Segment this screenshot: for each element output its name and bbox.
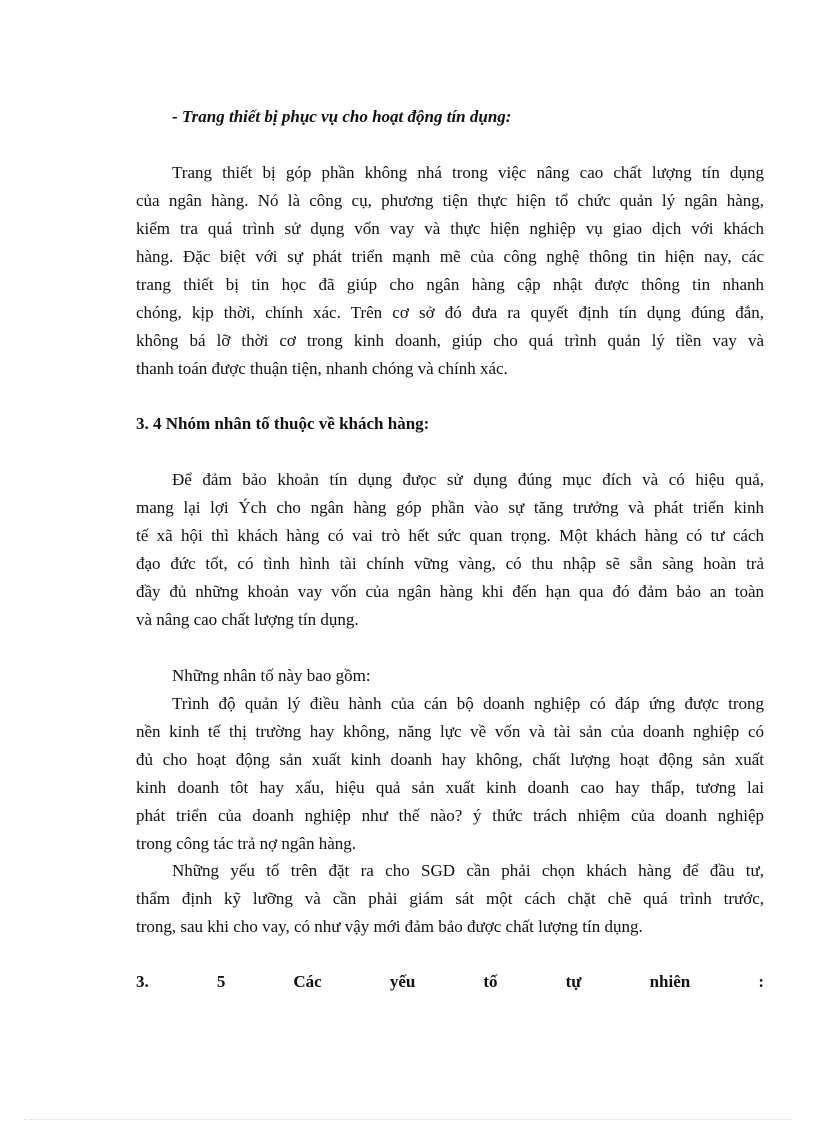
text-line: nền kinh tế thị trường hay không, năng lực về vốn và tài sản của doanh nghiệp có xyxy=(136,722,764,741)
text-line: tế xã hội thì khách hàng có vai trò hết sức quan trọng. Một khách hàng có tư cách xyxy=(136,526,764,545)
text-line: Trang thiết bị góp phần không nhá trong việc nâng cao chất lượng tín dụng xyxy=(172,163,764,182)
text-line: trong, sau khi cho vay, có như vậy mới đảm bảo được chất lượng tín dụng. xyxy=(136,917,643,936)
text-line: trong công tác trả nợ ngân hàng. xyxy=(136,834,357,853)
text-line: đạo đức tốt, có tình hình tài chính vững vàng, có thu nhập sẽ sẵn sàng hoàn trả xyxy=(136,554,764,573)
text-line: phát triển của doanh nghiệp như thế nào? ý thức trách nhiệm của doanh nghiệp xyxy=(136,806,764,825)
text-line: của ngân hàng. Nó là công cụ, phương tiện thực hiện tổ chức quản lý ngân hàng, xyxy=(136,191,764,210)
text-line: đủ cho hoạt động sản xuất kinh doanh hay không, chất lượng hoạt động sản xuất xyxy=(136,750,764,769)
section-heading-equipment: - Trang thiết bị phục vụ cho hoạt động tín dụng: xyxy=(172,107,512,126)
heading-word: 3. xyxy=(136,972,149,991)
page-bottom-divider xyxy=(24,1119,792,1120)
heading-word: tố xyxy=(483,972,498,991)
text-line: và nâng cao chất lượng tín dụng. xyxy=(136,610,359,629)
text-line: Trình độ quản lý điều hành của cán bộ doanh nghiệp có đáp ứng được trong xyxy=(172,694,764,713)
heading-word: Các xyxy=(293,972,322,991)
text-line: kiểm tra quá trình sử dụng vốn vay và thực hiện nghiệp vụ giao dịch với khách xyxy=(136,219,764,238)
factors-intro: Những nhân tố này bao gồm: xyxy=(172,666,371,685)
heading-word: : xyxy=(758,972,764,991)
text-line: hàng. Đặc biệt với sự phát triển mạnh mẽ của công nghệ thông tin hiện nay, các xyxy=(136,247,764,266)
text-line: mang lại lợi Ých cho ngân hàng góp phần vào sự tăng trưởng và phát triển kinh xyxy=(136,498,764,517)
heading-word: tự xyxy=(565,972,582,991)
section-heading-natural-factors xyxy=(136,968,764,996)
heading-word: nhiên xyxy=(649,972,691,991)
text-line: chóng, kịp thời, chính xác. Trên cơ sở đó đưa ra quyết định tín dụng đúng đắn, xyxy=(136,303,764,322)
section-heading-customers: 3. 4 Nhóm nhân tố thuộc về khách hàng: xyxy=(136,414,430,433)
text-line: trang thiết bị tin học đã giúp cho ngân hàng cập nhật được thông tin nhanh xyxy=(136,275,764,294)
heading-word: yếu xyxy=(389,972,416,991)
text-line: không bá lỡ thời cơ trong kinh doanh, giúp cho quá trình quản lý tiền vay và xyxy=(136,331,764,350)
heading-word: 5 xyxy=(216,972,226,991)
text-line: Những yếu tố trên đặt ra cho SGD cần phải chọn khách hàng để đầu tư, xyxy=(172,861,764,880)
text-line: thẩm định kỹ lưỡng và cần phải giám sát một cách chặt chẽ quá trình trước, xyxy=(136,889,764,908)
text-line: kinh doanh tôt hay xấu, hiệu quả sản xuất kinh doanh cao hay thấp, tương lai xyxy=(136,778,764,797)
text-line: Để đảm bảo khoản tín dụng đưọc sử dụng đúng mục đích và có hiệu quả, xyxy=(172,470,764,489)
text-line: thanh toán được thuận tiện, nhanh chóng và chính xác. xyxy=(136,359,508,378)
text-line: đầy đủ những khoản vay vốn của ngân hàng khi đến hạn qua đó đảm bảo an toàn xyxy=(136,582,764,601)
